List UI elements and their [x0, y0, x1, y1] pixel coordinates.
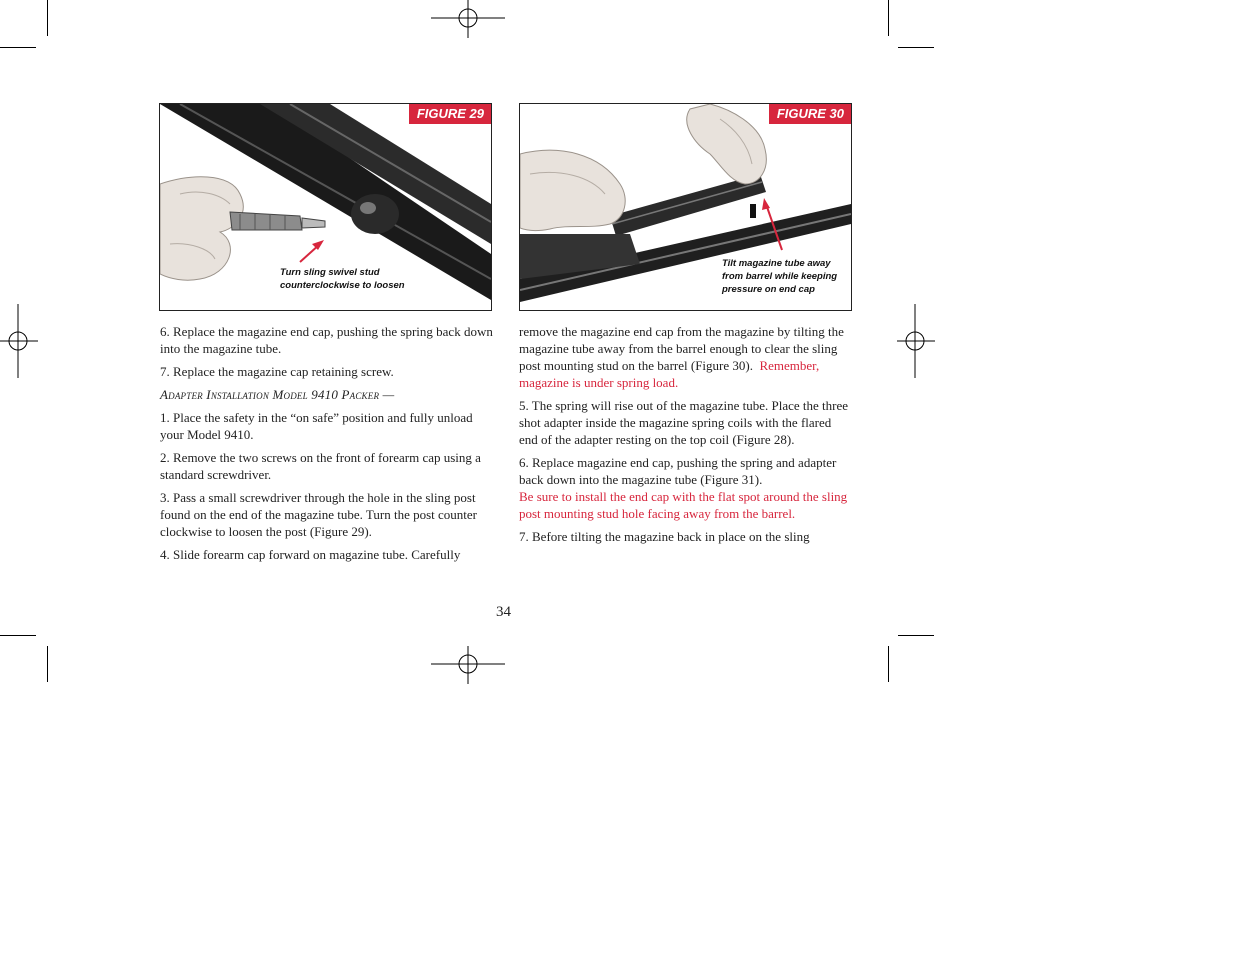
crop-mark [888, 646, 889, 682]
left-column [160, 323, 493, 569]
figure-30 [519, 103, 852, 311]
figure-30-caption: Tilt magazine tube away from barrel while keeping pressure on end cap [722, 258, 838, 295]
page-number: 34 [496, 604, 511, 620]
figure-30-label: FIGURE 30 [769, 104, 851, 124]
step-4-paragraph: 4. Slide forearm cap forward on magazine tube. Carefully [160, 547, 461, 562]
crop-mark [898, 47, 934, 48]
step-3-paragraph: 3. Pass a small screwdriver through the hole in the sling post found on the end of the magazine tube. Turn the post counter clockwise to loosen the post (Figure 29). [160, 490, 477, 539]
registration-mark-icon [0, 304, 38, 378]
figure-29-caption: Turn sling swivel stud counterclockwise to loosen [280, 267, 405, 291]
registration-mark-icon [431, 0, 505, 40]
figure-29-label: FIGURE 29 [409, 104, 491, 124]
step-5-paragraph: 5. The spring will rise out of the magazine tube. Place the three shot adapter inside the magazine spring coils with the flared end of the adapter resting on the top coil (Figure 28). [519, 398, 848, 447]
crop-mark [47, 0, 48, 36]
step-1-paragraph: 1. Place the safety in the “on safe” position and fully unload your Model 9410. [160, 410, 473, 442]
spring-warning: Remember, magazine is under spring load. [519, 358, 820, 390]
crop-mark [0, 47, 36, 48]
figure-29 [159, 103, 492, 311]
step-2-paragraph: 2. Remove the two screws on the front of forearm cap using a standard screwdriver. [160, 450, 481, 482]
registration-mark-icon [431, 646, 505, 686]
crop-mark [47, 646, 48, 682]
step-7b-paragraph: 7. Before tilting the magazine back in place on the sling [519, 529, 810, 544]
continued-paragraph [519, 323, 853, 391]
registration-mark-icon [897, 304, 935, 378]
section-heading: Adapter Installation Model 9410 Packer — [160, 387, 395, 402]
step-6b-text: 6. Replace magazine end cap, pushing the spring and adapter back down into the magazine tube (Figure 31). [519, 455, 837, 487]
step-6b-paragraph [519, 454, 853, 522]
crop-mark [888, 0, 889, 36]
continued-text: remove the magazine end cap from the magazine by tilting the magazine tube away from the barrel enough to clear the sling post mounting stud on the barrel (Figure 30). [519, 324, 844, 373]
crop-mark [0, 635, 36, 636]
step-6-paragraph: 6. Replace the magazine end cap, pushing the spring back down into the magazine tube. [160, 324, 493, 356]
right-column [519, 323, 853, 551]
end-cap-warning: Be sure to install the end cap with the flat spot around the sling post mounting stud hole facing away from the barrel. [519, 489, 848, 521]
crop-mark [898, 635, 934, 636]
step-7-paragraph: 7. Replace the magazine cap retaining screw. [160, 364, 394, 379]
